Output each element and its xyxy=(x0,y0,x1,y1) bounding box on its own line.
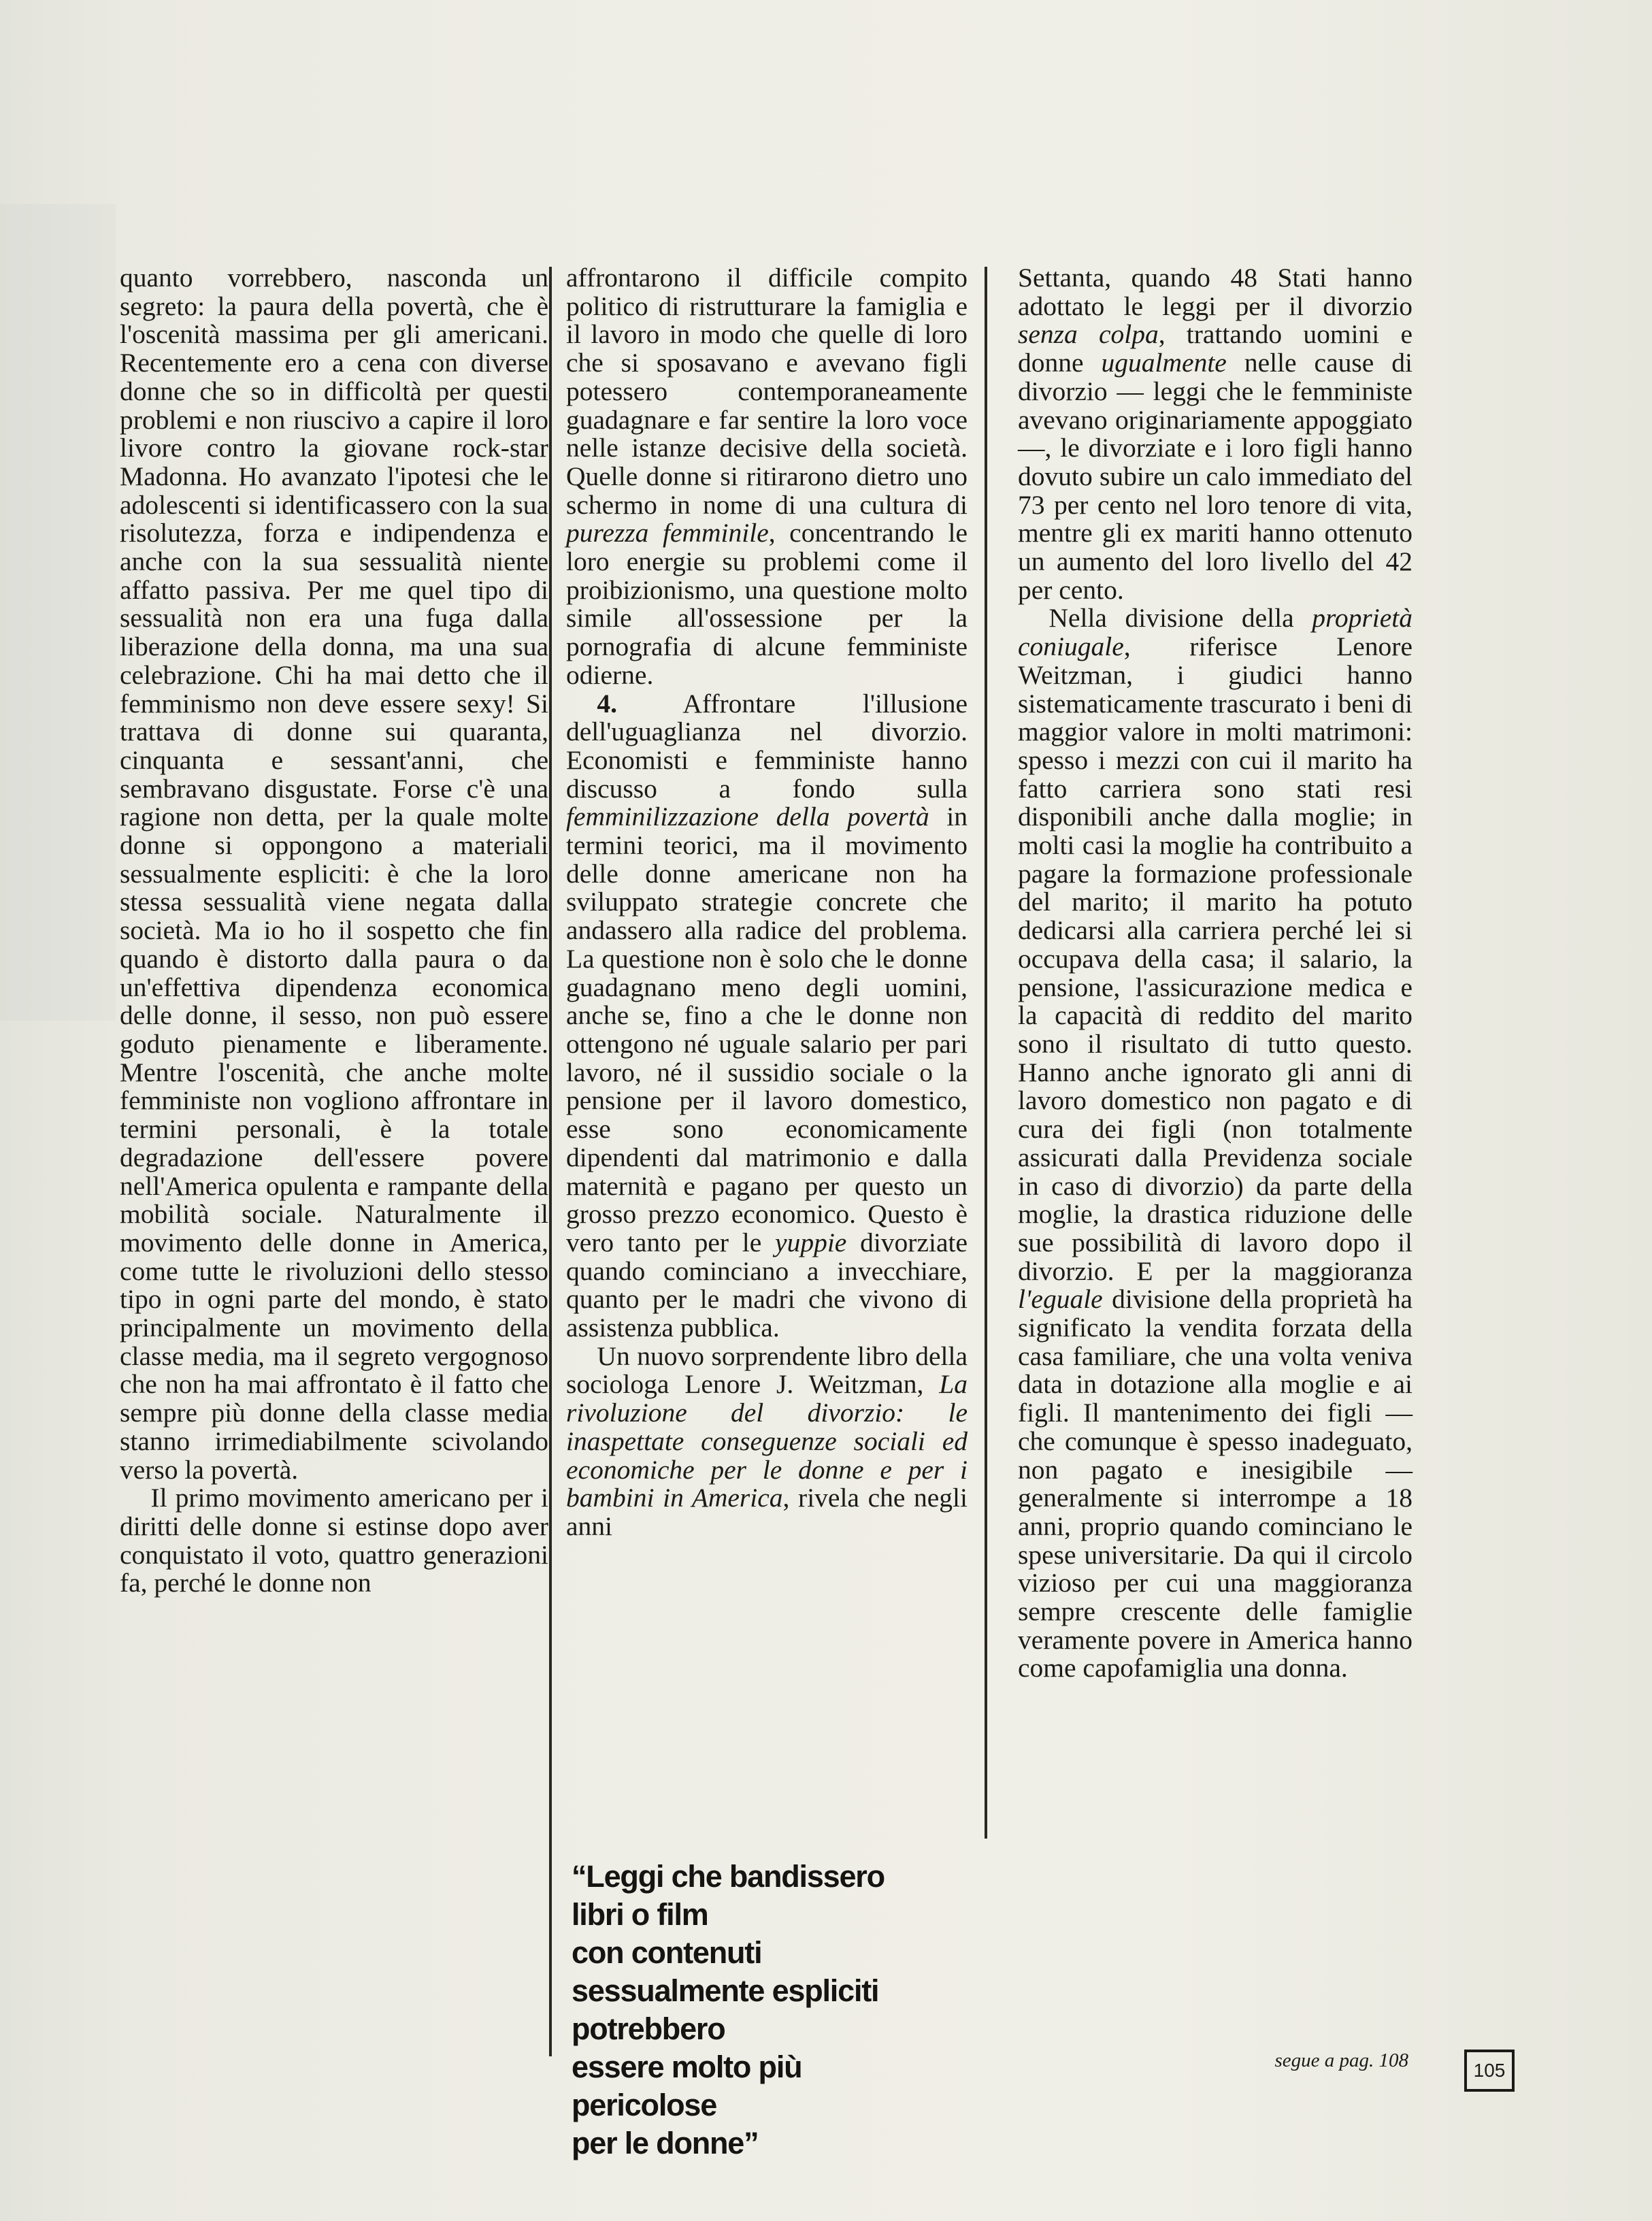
column-divider xyxy=(549,267,552,2056)
article-paragraph: 4. Affrontare l'illusione dell'uguaglianza nel divorzio. Economisti e femministe hanno discusso a fondo sulla femminilizzazione della povertà in termini teorici, ma il movimento delle donne americane non ha sviluppato strategie concrete che andassero alla radice del problema. La questione non è solo che le donne guadagnano meno degli uomini, anche se, fino a che le donne non ottengono né uguale salario per pari lavoro, né il sussidio sociale o la pensione per il lavoro domestico, esse sono economicamente dipendenti dal matrimonio e dalla maternità e pagano per questo un grosso prezzo economico. Questo è vero tanto per le yuppie divorziate quando cominciano a invecchiare, quanto per le madri che vivono di assistenza pubblica. xyxy=(566,688,968,1343)
article-paragraph: Il primo movimento americano per i diritti delle donne si estinse dopo aver conquistato il voto, quattro generazioni fa, perché le donne non xyxy=(120,1483,548,1598)
pull-quote xyxy=(572,1858,953,2162)
pull-quote-line: per le donne” xyxy=(572,2126,759,2160)
article-paragraph: affrontarono il difficile compito politico di ristrutturare la famiglia e il lavoro in modo che quelle di loro che si sposavano e avevano figli potessero contemporaneamente guadagnare e far sentire la loro voce nelle istanze decisive della società. Quelle donne si ritirarono dietro uno schermo in nome di una cultura di purezza femminile, concentrando le loro energie su problemi come il proibizionismo, una questione molto simile all'ossessione per la pornografia di alcune femministe odierne. xyxy=(566,263,968,690)
pull-quote-line: sessualmente espliciti xyxy=(572,1973,879,2008)
column-divider xyxy=(985,267,987,1839)
background-shape xyxy=(0,204,116,1021)
article-paragraph: Settanta, quando 48 Stati hanno adottato le leggi per il divorzio senza colpa, trattando uomini e donne ugualmente nelle cause di divorzio — leggi che le femministe avevano originariamente appoggiato —, le divorziate e i loro figli hanno dovuto subire un calo immediato del 73 per cento nel loro tenore di vita, mentre gli ex mariti hanno ottenuto un aumento del loro livello del 42 per cento. xyxy=(1018,263,1413,605)
article-column-2 xyxy=(566,264,968,1541)
pull-quote-line: potrebbero xyxy=(572,2011,725,2046)
article-paragraph: Un nuovo sorprendente libro della sociologa Lenore J. Weitzman, La rivoluzione del divorzio: le inaspettate conseguenze sociali ed economiche per le donne e per i bambini in America, rivela che negli anni xyxy=(566,1340,968,1541)
pull-quote-line: “Leggi che bandissero xyxy=(572,1859,885,1894)
pull-quote-line: pericolose xyxy=(572,2088,717,2122)
pull-quote-line: libri o film xyxy=(572,1897,708,1932)
article-column-3 xyxy=(1018,264,1413,1683)
article-paragraph: quanto vorrebbero, nasconda un segreto: la paura della povertà, che è l'oscenità massima per gli americani. Recentemente ero a cena con diverse donne che so in difficoltà per questi problemi e non riuscivo a capire il loro livore contro la giovane rock-star Madonna. Ho avanzato l'ipotesi che le adolescenti si identificassero con la sua risolutezza, forza e indipendenza e anche con la sua sessualità niente affatto passiva. Per me quel tipo di sessualità non era una fuga dalla liberazione della donna, ma una sua celebrazione. Chi ha mai detto che il femminismo non deve essere sexy! Si trattava di donne sui quaranta, cinquanta e sessant'anni, che sembravano disgustate. Forse c'è una ragione non detta, per la quale molte donne si oppongono a materiali sessualmente espliciti: è che la loro stessa sessualità viene negata dalla società. Ma io ho il sospetto che fin quando è distorto dalla paura o da un'effettiva dipendenza economica delle donne, il sesso, non può essere goduto pienamente e liberamente. Mentre l'oscenità, che anche molte femministe non vogliono affrontare in termini personali, è la totale degradazione dell'essere povere nell'America opulenta e rampante della mobilità sociale. Naturalmente il movimento delle donne in America, come tutte le rivoluzioni dello stesso tipo in ogni parte del mondo, è stato principalmente un movimento della classe media, ma il segreto vergognoso che non ha mai affrontato è il fatto che sempre più donne della classe media stanno irrimediabilmente scivolando verso la povertà. xyxy=(120,263,548,1485)
article-column-1 xyxy=(120,264,548,1598)
article-paragraph: Nella divisione della proprietà coniugale, riferisce Lenore Weitzman, i giudici hanno sistematicamente trascurato i beni di maggior valore in molti matrimoni: spesso i mezzi con cui il marito ha fatto carriera sono stati resi disponibili anche dalla moglie; in molti casi la moglie ha contribuito a pagare la formazione professionale del marito; il marito ha potuto dedicarsi alla carriera perché lei si occupava della casa; il salario, la pensione, l'assicurazione medica e la capacità di reddito del marito sono il risultato di tutto questo. Hanno anche ignorato gli anni di lavoro domestico non pagato e di cura dei figli (non totalmente assicurati dalla Previdenza sociale in caso di divorzio) da parte della moglie, la drastica riduzione delle sue possibilità di lavoro dopo il divorzio. E per la maggioranza l'eguale divisione della proprietà ha significato la vendita forzata della casa familiare, che una volta veniva data in dotazione alla moglie e ai figli. Il mantenimento dei figli — che comunque è spesso inadeguato, non pagato e inesigibile — generalmente si interrompe a 18 anni, proprio quando cominciano le spese universitarie. Da qui il circolo vizioso per cui una maggioranza sempre crescente delle famiglie veramente povere in America hanno come capofamiglia una donna. xyxy=(1018,603,1413,1683)
page-number: 105 xyxy=(1464,2050,1515,2092)
section-number: 4. xyxy=(597,688,618,719)
pull-quote-line: essere molto più xyxy=(572,2050,802,2084)
continued-note: segue a pag. 108 xyxy=(1274,2050,1408,2071)
pull-quote-line: con contenuti xyxy=(572,1935,762,1970)
